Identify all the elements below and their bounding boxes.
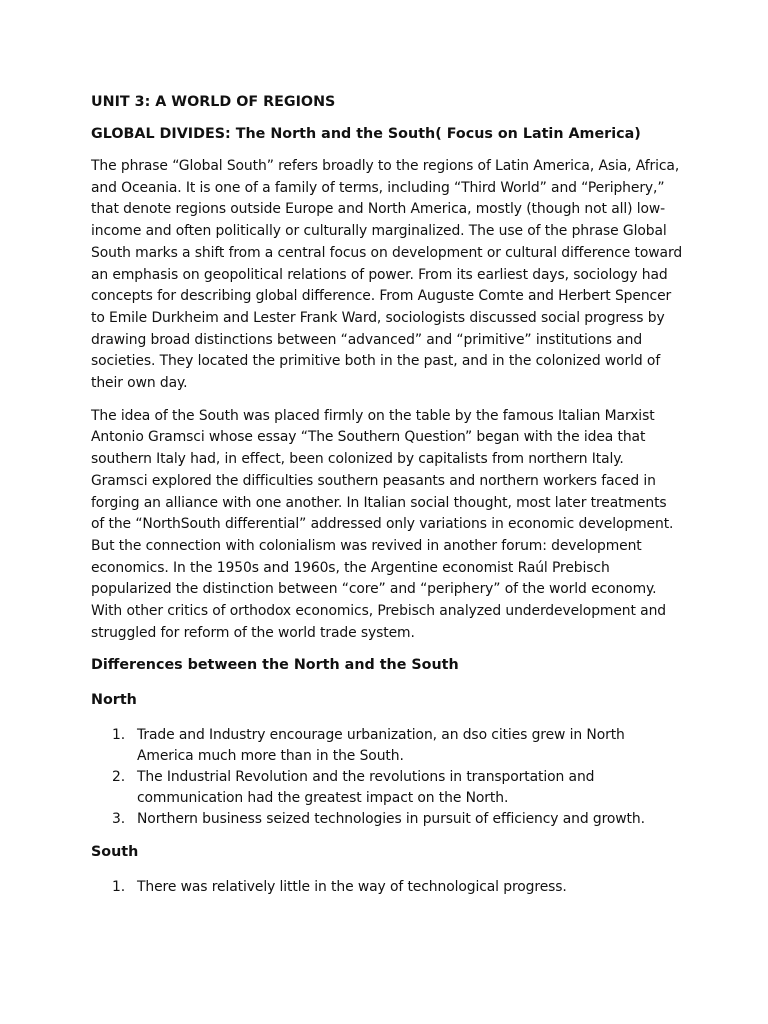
list-item	[91, 809, 683, 830]
document-page	[91, 92, 683, 910]
list-item	[91, 877, 683, 898]
list-number: 3.	[112, 811, 126, 828]
paragraph-gramsci: The idea of the South was placed firmly on the table by the famous Italian Marxist Antonio Gramsci whose essay “The Southern Question” began with the idea that southern Italy had, in effect, been colonized by capitalists from northern Italy. Gramsci explored the difficulties southern peasants and northern workers faced in forging an alliance with one another. In Italian social thought, most later treatments of the “NorthSouth differential” addressed only variations in economic development. But the connection with colonialism was revived in another forum: development economics. In the 1950s and 1960s, the Argentine economist Raúl Prebisch popularized the distinction between “core” and “periphery” of the world economy. With other critics of orthodox economics, Prebisch analyzed underdevelopment and struggled for reform of the world trade system.	[91, 407, 674, 641]
list-number: 1.	[112, 727, 126, 744]
list-text: Northern business seized technologies in pursuit of efficiency and growth.	[137, 811, 645, 828]
list-item	[91, 725, 683, 767]
paragraph-global-south: The phrase “Global South” refers broadly to the regions of Latin America, Asia, Africa, and Oceania. It is one of a family of terms, including “Third World” and “Periphery,” that denote regions outside Europe and North America, mostly (though not all) low-income and often politically or culturally marginalized. The use of the phrase Global South marks a shift from a central focus on development or cultural difference toward an emphasis on geopolitical relations of power. From its earliest days, sociology had concepts for describing global difference. From Auguste Comte and Herbert Spencer to Emile Durkheim and Lester Frank Ward, sociologists discussed social progress by drawing broad distinctions between “advanced” and “primitive” institutions and societies. They located the primitive both in the past, and in the colonized world of their own day.	[91, 158, 683, 392]
list-number: 1.	[112, 879, 126, 896]
section-title: GLOBAL DIVIDES: The North and the South( Focus on Latin America)	[91, 126, 641, 142]
differences-heading: Differences between the North and the South	[91, 657, 459, 674]
list-text: The Industrial Revolution and the revolutions in transportation and communication had the greatest impact on the North.	[137, 769, 595, 807]
list-text: There was relatively little in the way of technological progress.	[137, 879, 567, 896]
north-heading: North	[91, 692, 137, 709]
north-list	[91, 725, 683, 830]
south-list	[91, 877, 683, 898]
list-text: Trade and Industry encourage urbanization, an dso cities grew in North America much more than in the South.	[137, 727, 625, 765]
south-heading: South	[91, 844, 139, 861]
unit-title: UNIT 3: A WORLD OF REGIONS	[91, 94, 336, 110]
list-number: 2.	[112, 769, 126, 786]
list-item	[91, 767, 683, 809]
